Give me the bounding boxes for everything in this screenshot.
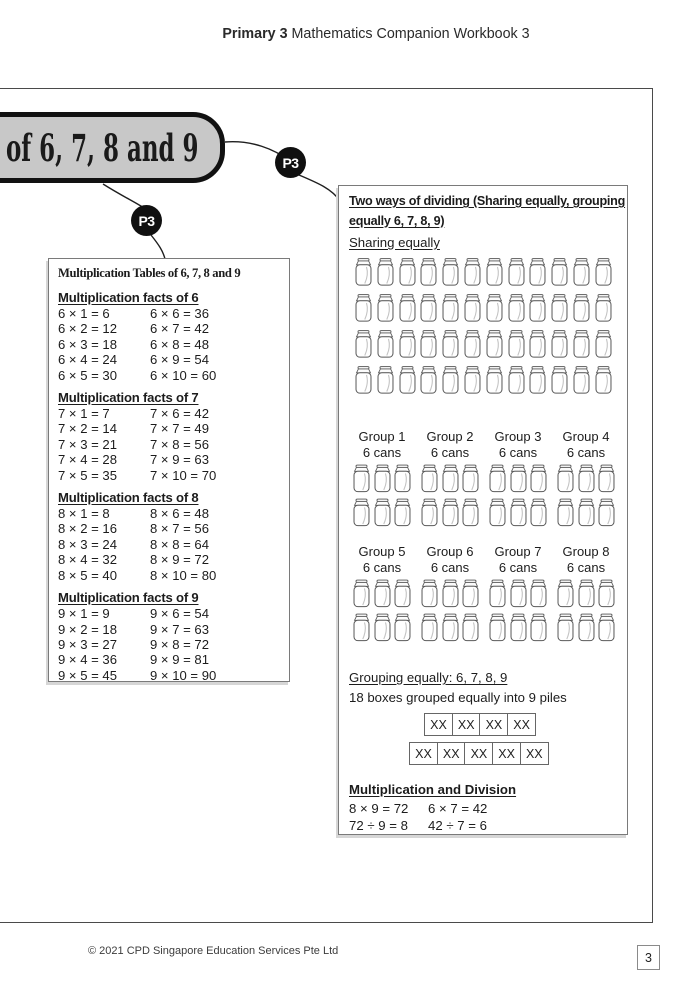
fact-equation: 9 × 4 = 36 — [58, 652, 117, 668]
facts-row — [58, 421, 280, 436]
can-icon — [598, 463, 615, 494]
grouping-equally-text: 18 boxes grouped equally into 9 piles — [349, 690, 567, 705]
can-icon — [530, 463, 547, 494]
can-icon — [557, 578, 574, 609]
group-can-grid — [555, 463, 617, 528]
fact-equation: 6 × 1 = 6 — [58, 306, 110, 321]
can-icon — [442, 463, 459, 494]
facts-row — [58, 606, 280, 621]
fact-equation: 6 × 10 = 60 — [150, 367, 217, 383]
can-icon — [421, 463, 438, 494]
can-icon — [442, 256, 459, 288]
can-icon — [486, 292, 503, 324]
can-icon — [578, 463, 595, 494]
can-icon — [510, 497, 527, 528]
fact-equation: 9 × 6 = 54 — [150, 606, 209, 622]
can-row — [355, 328, 612, 360]
can-row — [353, 463, 411, 494]
pile-cell: XX — [452, 713, 481, 736]
can-icon — [598, 612, 615, 643]
can-icon — [530, 497, 547, 528]
group-row-2 — [351, 544, 617, 643]
can-icon — [399, 328, 416, 360]
facts-row — [58, 668, 280, 683]
equation: 42 ÷ 7 = 6 — [428, 818, 487, 833]
can-icon — [510, 463, 527, 494]
can-icon — [462, 497, 479, 528]
can-row — [421, 612, 479, 643]
fact-equation: 9 × 5 = 45 — [58, 667, 117, 683]
can-row — [557, 578, 615, 609]
can-icon — [355, 364, 372, 396]
can-row — [421, 497, 479, 528]
can-row — [557, 463, 615, 494]
can-icon — [551, 292, 568, 324]
fact-equation: 8 × 9 = 72 — [150, 552, 209, 568]
group-block — [555, 429, 617, 528]
can-icon — [462, 578, 479, 609]
group-can-grid — [487, 578, 549, 643]
fact-equation: 8 × 1 = 8 — [58, 506, 110, 522]
dividing-title-line2: equally 6, 7, 8, 9) — [349, 213, 445, 228]
can-row — [489, 497, 547, 528]
equation-row — [349, 817, 487, 834]
p3-badge — [131, 205, 162, 236]
fact-equation: 7 × 3 = 21 — [58, 436, 117, 452]
fact-equation: 8 × 10 = 80 — [150, 567, 217, 583]
can-icon — [374, 497, 391, 528]
group-block — [555, 544, 617, 643]
group-block — [419, 429, 481, 528]
group-name-label: Group 8 — [562, 544, 610, 559]
can-icon — [420, 328, 437, 360]
group-block — [487, 544, 549, 643]
can-icon — [598, 578, 615, 609]
can-icon — [508, 328, 525, 360]
fact-equation: 6 × 3 = 18 — [58, 336, 117, 352]
group-count-label: 6 cans — [362, 445, 402, 460]
can-icon — [529, 256, 546, 288]
fact-equation: 7 × 10 = 70 — [150, 467, 217, 483]
facts-sections — [58, 289, 280, 683]
can-row — [557, 612, 615, 643]
can-icon — [377, 364, 394, 396]
can-icon — [442, 292, 459, 324]
equation: 6 × 7 = 42 — [428, 801, 488, 816]
can-icon — [510, 612, 527, 643]
can-icon — [442, 328, 459, 360]
equation: 8 × 9 = 72 — [349, 801, 409, 816]
header-title: Mathematics Companion Workbook 3 — [287, 26, 530, 42]
fact-equation: 7 × 7 = 49 — [150, 421, 209, 437]
fact-equation: 8 × 6 = 48 — [150, 506, 209, 522]
pile-row-2 — [409, 742, 549, 765]
fact-equation: 6 × 8 = 48 — [150, 336, 209, 352]
group-name-label: Group 3 — [494, 429, 542, 444]
fact-equation: 6 × 6 = 36 — [150, 306, 209, 321]
can-icon — [355, 256, 372, 288]
fact-equation: 7 × 5 = 35 — [58, 467, 117, 483]
fact-equation: 7 × 8 = 56 — [150, 436, 209, 452]
facts-row — [58, 368, 280, 383]
can-icon — [595, 328, 612, 360]
facts-heading: Multiplication facts of 8 — [58, 490, 199, 506]
fact-equation: 9 × 9 = 81 — [150, 652, 209, 668]
can-icon — [486, 328, 503, 360]
facts-row — [58, 306, 280, 321]
page-number: 3 — [645, 950, 652, 965]
fact-equation: 7 × 2 = 14 — [58, 421, 117, 437]
facts-row — [58, 521, 280, 536]
fact-equation: 9 × 10 = 90 — [150, 667, 217, 683]
group-count-label: 6 cans — [430, 560, 470, 575]
p3-badge-label: P3 — [138, 212, 155, 229]
group-row-1 — [351, 429, 617, 528]
multiplication-tables-box — [48, 258, 290, 682]
can-icon — [394, 578, 411, 609]
can-icon — [529, 292, 546, 324]
facts-row — [58, 652, 280, 667]
fact-equation: 6 × 5 = 30 — [58, 367, 117, 383]
p3-badge-label: P3 — [282, 154, 299, 171]
facts-row — [58, 352, 280, 367]
dividing-box — [338, 185, 628, 835]
can-row — [355, 364, 612, 396]
facts-row — [58, 552, 280, 567]
pile-cell: XX — [464, 742, 493, 765]
fact-equation: 6 × 4 = 24 — [58, 352, 117, 368]
can-icon — [486, 364, 503, 396]
group-count-label: 6 cans — [566, 445, 606, 460]
muldiv-rows — [349, 800, 487, 834]
can-row — [489, 612, 547, 643]
equation: 72 ÷ 9 = 8 — [349, 818, 408, 833]
can-icon — [489, 612, 506, 643]
can-icon — [421, 497, 438, 528]
can-row — [421, 578, 479, 609]
can-icon — [394, 612, 411, 643]
group-count-label: 6 cans — [362, 560, 402, 575]
fact-equation: 6 × 2 = 12 — [58, 321, 117, 337]
can-row — [557, 497, 615, 528]
can-icon — [595, 364, 612, 396]
group-can-grid — [419, 578, 481, 643]
fact-equation: 9 × 3 = 27 — [58, 636, 117, 652]
fact-equation: 9 × 1 = 9 — [58, 606, 110, 622]
can-icon — [529, 364, 546, 396]
pile-cell: XX — [479, 713, 508, 736]
can-icon — [551, 256, 568, 288]
facts-heading: Multiplication facts of 9 — [58, 590, 199, 606]
can-icon — [595, 292, 612, 324]
can-icon — [377, 328, 394, 360]
can-icon — [573, 256, 590, 288]
can-icon — [442, 497, 459, 528]
group-block — [487, 429, 549, 528]
can-icon — [421, 612, 438, 643]
group-can-grid — [351, 578, 413, 643]
can-icon — [578, 497, 595, 528]
can-icon — [353, 578, 370, 609]
group-can-grid — [351, 463, 413, 528]
can-icon — [355, 328, 372, 360]
can-icon — [374, 463, 391, 494]
facts-row — [58, 337, 280, 352]
can-icon — [442, 612, 459, 643]
group-block — [419, 544, 481, 643]
fact-equation: 8 × 3 = 24 — [58, 536, 117, 552]
can-icon — [421, 578, 438, 609]
can-icon — [355, 292, 372, 324]
fact-equation: 7 × 1 = 7 — [58, 406, 110, 422]
group-name-label: Group 5 — [358, 544, 406, 559]
group-name-label: Group 1 — [358, 429, 406, 444]
can-icon — [573, 292, 590, 324]
can-icon — [551, 364, 568, 396]
can-icon — [462, 463, 479, 494]
equation-row — [349, 800, 487, 817]
facts-row — [58, 321, 280, 336]
can-row — [489, 578, 547, 609]
topic-node — [0, 112, 225, 183]
can-icon — [529, 328, 546, 360]
can-icon — [557, 612, 574, 643]
facts-row — [58, 637, 280, 652]
facts-row — [58, 622, 280, 637]
pile-cell: XX — [520, 742, 549, 765]
can-icon — [578, 612, 595, 643]
can-icon — [353, 612, 370, 643]
facts-heading: Multiplication facts of 7 — [58, 390, 199, 406]
pile-cell: XX — [492, 742, 521, 765]
can-row — [353, 612, 411, 643]
can-icon — [464, 256, 481, 288]
can-icon — [399, 292, 416, 324]
fact-equation: 8 × 4 = 32 — [58, 552, 117, 568]
can-icon — [420, 256, 437, 288]
can-row — [355, 292, 612, 324]
pile-cell: XX — [409, 742, 438, 765]
can-row — [421, 463, 479, 494]
can-icon — [578, 578, 595, 609]
can-icon — [353, 497, 370, 528]
can-icon — [551, 328, 568, 360]
can-icon — [508, 256, 525, 288]
group-name-label: Group 6 — [426, 544, 474, 559]
pile-cell: XX — [437, 742, 466, 765]
can-icon — [442, 578, 459, 609]
page-number-box — [637, 945, 660, 970]
group-can-grid — [419, 463, 481, 528]
group-name-label: Group 7 — [494, 544, 542, 559]
group-count-label: 6 cans — [498, 445, 538, 460]
can-icon — [508, 292, 525, 324]
group-name-label: Group 4 — [562, 429, 610, 444]
can-row — [355, 256, 612, 288]
facts-heading: Multiplication facts of 6 — [58, 290, 199, 305]
tables-box-title: Multiplication Tables of 6, 7, 8 and 9 — [58, 266, 241, 280]
can-icon — [530, 612, 547, 643]
group-block — [351, 429, 413, 528]
can-icon — [420, 364, 437, 396]
can-row — [353, 497, 411, 528]
fact-equation: 8 × 5 = 40 — [58, 567, 117, 583]
can-icon — [399, 256, 416, 288]
grouping-equally-heading: Grouping equally: 6, 7, 8, 9 — [349, 670, 508, 685]
dividing-title-line1: Two ways of dividing (Sharing equally, grouping — [349, 194, 626, 208]
p3-badge — [275, 147, 306, 178]
sharing-can-grid — [355, 256, 612, 396]
facts-row — [58, 437, 280, 452]
can-icon — [377, 256, 394, 288]
can-icon — [353, 463, 370, 494]
pile-cell: XX — [507, 713, 536, 736]
can-icon — [486, 256, 503, 288]
group-name-label: Group 2 — [426, 429, 474, 444]
sharing-equally-heading: Sharing equally — [349, 235, 440, 250]
facts-row — [58, 406, 280, 421]
facts-row — [58, 506, 280, 521]
group-count-label: 6 cans — [566, 560, 606, 575]
can-icon — [489, 463, 506, 494]
can-icon — [462, 612, 479, 643]
can-icon — [557, 463, 574, 494]
facts-row — [58, 537, 280, 552]
can-icon — [489, 578, 506, 609]
group-can-grid — [487, 463, 549, 528]
facts-row — [58, 452, 280, 467]
can-icon — [489, 497, 506, 528]
dividing-box-title — [349, 192, 625, 231]
group-count-label: 6 cans — [430, 445, 470, 460]
pile-cell: XX — [424, 713, 453, 736]
page-header — [0, 26, 700, 42]
fact-equation: 8 × 8 = 64 — [150, 536, 209, 552]
can-icon — [374, 578, 391, 609]
group-block — [351, 544, 413, 643]
can-row — [489, 463, 547, 494]
fact-equation: 7 × 4 = 28 — [58, 452, 117, 468]
can-icon — [464, 364, 481, 396]
copyright-text: © 2021 CPD Singapore Education Services Pte Ltd — [88, 945, 339, 957]
fact-equation: 8 × 7 = 56 — [150, 521, 209, 537]
fact-equation: 6 × 9 = 54 — [150, 352, 209, 368]
fact-equation: 8 × 2 = 16 — [58, 521, 117, 537]
muldiv-heading: Multiplication and Division — [349, 782, 517, 797]
can-icon — [573, 328, 590, 360]
can-icon — [595, 256, 612, 288]
can-icon — [508, 364, 525, 396]
fact-equation: 9 × 7 = 63 — [150, 621, 209, 637]
can-icon — [530, 578, 547, 609]
can-icon — [464, 292, 481, 324]
group-count-label: 6 cans — [498, 560, 538, 575]
can-icon — [510, 578, 527, 609]
can-icon — [557, 497, 574, 528]
facts-row — [58, 468, 280, 483]
can-icon — [394, 497, 411, 528]
can-icon — [377, 292, 394, 324]
fact-equation: 9 × 8 = 72 — [150, 636, 209, 652]
can-icon — [394, 463, 411, 494]
can-icon — [374, 612, 391, 643]
can-row — [353, 578, 411, 609]
fact-equation: 7 × 9 = 63 — [150, 452, 209, 468]
header-series: Primary 3 — [222, 26, 288, 42]
fact-equation: 7 × 6 = 42 — [150, 406, 209, 422]
can-icon — [598, 497, 615, 528]
can-icon — [573, 364, 590, 396]
topic-node-label: of 6, 7, 8 and 9 — [5, 125, 198, 170]
fact-equation: 9 × 2 = 18 — [58, 621, 117, 637]
facts-row — [58, 568, 280, 583]
can-icon — [464, 328, 481, 360]
pile-row-1 — [424, 713, 536, 736]
can-icon — [399, 364, 416, 396]
fact-equation: 6 × 7 = 42 — [150, 321, 209, 337]
group-can-grid — [555, 578, 617, 643]
can-icon — [442, 364, 459, 396]
can-icon — [420, 292, 437, 324]
